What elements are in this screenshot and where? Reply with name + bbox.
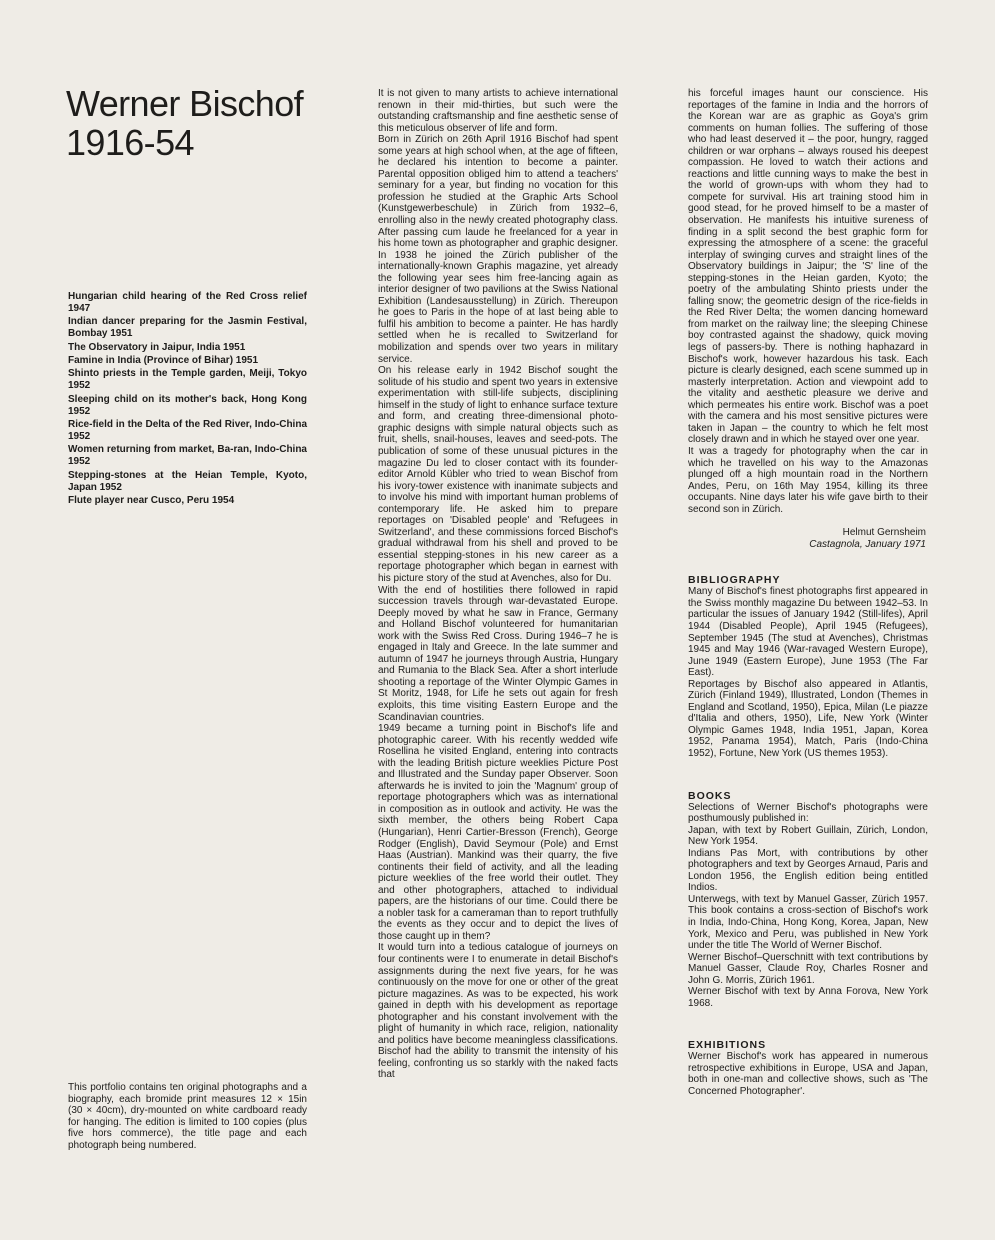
title-dates: 1916-54 bbox=[66, 122, 194, 163]
signature-place-date: Castagnola, January 1971 bbox=[809, 538, 926, 550]
right-column bbox=[688, 88, 928, 1098]
caption-item: Women returning from market, Ba-ran, Indo-China 1952 bbox=[68, 444, 307, 468]
books-paragraph: Werner Bischof–Querschnitt with text contributions by Manuel Gasser, Claude Roy, Charles Rosner and John G. Morris, Zürich 1961. bbox=[688, 951, 928, 986]
caption-item: Hungarian child hearing of the Red Cross relief 1947 bbox=[68, 291, 307, 314]
biography-paragraph: Born in Zürich on 26th April 1916 Bischof had spent some years at high school when, at the age of fifteen, he declared his intention to become a painter. Parental opposition obliged him to attend a teachers' seminary for a year, but finding no vocation for this profession he studied at the Graphic Arts School (Kunstgewerbeschule) in Zürich from 1932–6, enrolling also in the newly created photography class. After passing cum laude he freelanced for a year in his home town as photographer and graphic designer. In 1938 he joined the Zürich publisher of the internationally-known Graphis magazine, yet already the following year sees him free-lancing again as interior designer of two pavilions at the Swiss National Exhibition (Landesausstellung) in Zürich. Thereupon he goes to Paris in the hope of at last being able to fulfil his ambition to become a painter. He has hardly settled when he is recalled to Switzerland for mobilization and spends over two years in military service. bbox=[378, 134, 618, 365]
exhibitions-heading: EXHIBITIONS bbox=[688, 1039, 767, 1052]
caption-item: Indian dancer preparing for the Jasmin Festival, Bombay 1951 bbox=[68, 316, 307, 340]
books-paragraph: Japan, with text by Robert Guillain, Zürich, London, New York 1954. bbox=[688, 824, 928, 848]
bibliography-paragraph: Many of Bischof's finest photographs first appeared in the Swiss monthly magazine Du between 1942–53. In particular the issues of January 1942 (Still-lifes), April 1944 (Disabled People), April 1945 (Refugees), September 1945 (The stud at Avenches), Christmas 1945 and May 1946 (War-ravaged Western Europe), June 1949 (Eastern Europe), June 1953 (The Far East). bbox=[688, 586, 928, 679]
title-name: Werner Bischof bbox=[66, 83, 304, 124]
author-name: Helmut Gernsheim bbox=[842, 527, 926, 539]
author-signature bbox=[688, 527, 926, 550]
biography-paragraph: It was a tragedy for photography when the car in which he travelled on his way to the Amazonas plunged off a high mountain road in the Northern Andes, Peru, on 16th May 1954, killing its three occupants. Nine days later his wife gave birth to their second son in Zürich. bbox=[688, 445, 928, 515]
biography-column bbox=[378, 88, 618, 1081]
biography-paragraph: It is not given to many artists to achieve international renown in their mid-thirties, but such were the outstanding craftsmanship and fine aesthetic sense of this meticulous observer of life and form. bbox=[378, 88, 618, 134]
caption-item: Flute player near Cusco, Peru 1954 bbox=[68, 495, 235, 506]
biography-paragraph: On his release early in 1942 Bischof sought the solitude of his studio and spent two years in extensive experimentation with still-life subjects, disciplining himself in the study of light to enhance surface texture and form, and creating three-dimensional photo-graphic designs with simple natural objects such as fruit, shells, snail-houses, leaves and seed-pots. The publication of some of these unusual pictures in the magazine Du led to closer contact with its founder-editor Arnold Kübler who tried to wean Bischof from his ivory-tower existence with inanimate subjects and to involve his mind with important human problems of contemporary life. He asked him to prepare reportages on 'Disabled people' and 'Refugees in Switzerland', and these commissions forced Bischof's gradual withdrawal from his shell and proved to be essential stepping-stones in his new career as a reportage photographer which began in earnest with his picture story of the stud at Avenches, also for Du. bbox=[378, 365, 618, 584]
exhibitions-paragraph: Werner Bischof's work has appeared in numerous retrospective exhibitions in Europe, USA and Japan, both in one-man and collective shows, such as 'The Concerned Photographer'. bbox=[688, 1051, 928, 1098]
photo-captions-list bbox=[68, 291, 307, 508]
caption-item: Shinto priests in the Temple garden, Meiji, Tokyo 1952 bbox=[68, 368, 307, 392]
caption-item: Sleeping child on its mother's back, Hong Kong 1952 bbox=[68, 393, 307, 417]
biography-paragraph: his forceful images haunt our conscience. His reportages of the famine in India and the horrors of the Korean war are as graphic as Goya's grim comments on human follies. The suffering of those who had least deserved it – the poor, hungry, ragged children or war orphans – always roused his deepest compassion. He loved to watch their actions and reactions and little cunning ways to make the best in the world of grown-ups with whom they had to compete for survival. His art training stood him in good stead, for he proved himself to be a master of observation. He manifests his intuitive sureness of finding in a split second the best graphic form for expressing the atmosphere of a scene: the graceful interplay of swinging curves and straight lines of the Observatory buildings in Jaipur; the 'S' line of the stepping-stones in the Heian garden, Kyoto; the poetry of the ambulating Shinto priests under the falling snow; the geometric design of the rice-fields in the Red River Delta; the women dancing homeward from market on the railway line; the sleeping Chinese boy contrasted against the shadowy, quick moving legs of passers-by. There is nothing haphazard in Bischof's work, however hazardous his task. Each picture is clearly designed, each scene summed up in masterly interpretation. Action and viewpoint add to the vitality and aesthetic pleasure we derive and which permeates his entire work. Bischof was a poet with the camera and his most sensitive pictures were taken in Japan – the country to which he felt most closely drawn and in which he stayed over one year. bbox=[688, 88, 928, 446]
books-paragraph: Indians Pas Mort, with contributions by other photographers and text by Georges Arnaud, Paris and London 1956, the English edition being entitled Indios. bbox=[688, 847, 928, 894]
bibliography-paragraph: Reportages by Bischof also appeared in Atlantis, Zürich (Finland 1949), Illustrated, London (Themes in England and Scotland, 1950), Epica, Milan (Le piazze d'Italia and others, 1950), Life, New York (Winter Olympic Games 1948, India 1951, Japan, Korea 1952, Panama 1954), Match, Paris (Indo-China 1952), Fortune, New York (US themes 1953). bbox=[688, 678, 928, 759]
books-paragraph: Unterwegs, with text by Manuel Gasser, Zürich 1957. This book contains a cross-section of Bischof's work in India, Indo-China, Hong Kong, Korea, Japan, New York, Mexico and Peru, was published in New York under the title The World of Werner Bischof. bbox=[688, 893, 928, 952]
biography-paragraph: With the end of hostilities there followed in rapid succession travels through war-devastated Europe. Deeply moved by what he saw in France, Germany and Holland Bischof volunteered for humanitarian work with the Swiss Red Cross. During 1946–7 he is engaged in Italy and Greece. In the late summer and autumn of 1947 he journeys through Austria, Hungary and Rumania to the Black Sea. After a short interlude shooting a reportage of the Winter Olympic Games in St Moritz, 1948, for Life he sets out again for fresh exploits, this time visiting Eastern Europe and the Scandinavian countries. bbox=[378, 584, 618, 723]
caption-item: Famine in India (Province of Bihar) 1951 bbox=[68, 355, 259, 367]
biography-paragraph: 1949 became a turning point in Bischof's life and photographic career. With his recently wedded wife Rosellina he visited England, entering into contracts with the leading British picture weeklies Picture Post and Illustrated and the Sunday paper Observer. Soon afterwards he is invited to join the 'Magnum' group of reportage photographers which was as international in composition as in outlook and activity. He was the sixth member, the others being Robert Capa (Hungarian), Henri Cartier-Bresson (French), George Rodger (English), David Seymour (Pole) and Ernst Haas (Austrian). Mankind was their quarry, the five continents their field of activity, and all the leading picture weeklies of the free world their outlet. They and other photographers, attached to individual papers, are the historians of our time. Could there be a nobler task for a cameraman than to report truthfully the events as they occur and to depict the lives of those caught up in them? bbox=[378, 723, 618, 942]
bibliography-heading: BIBLIOGRAPHY bbox=[688, 574, 781, 587]
caption-item: The Observatory in Jaipur, India 1951 bbox=[68, 341, 246, 353]
biography-paragraph: It would turn into a tedious catalogue of journeys on four continents were I to enumerate in detail Bischof's assignments during the next five years, for he was continuously on the move for one or other of the great picture magazines. As was to be expected, his work gained in depth with his development as reportage photographer and his constant involvement with the plight of humanity in which race, religion, nationality and politics have become meaningless classifications. Bischof had the ability to transmit the intensity of his feeling, confronting us so starkly with the naked facts that bbox=[378, 942, 618, 1081]
books-paragraph: Selections of Werner Bischof's photographs were posthumously published in: bbox=[688, 801, 928, 825]
caption-item: Stepping-stones at the Heian Temple, Kyoto, Japan 1952 bbox=[68, 469, 307, 493]
portfolio-note: This portfolio contains ten original photographs and a biography, each bromide print measures 12 × 15in (30 × 40cm), dry-mounted on white cardboard ready for hanging. The edition is limited to 100 copies (plus five hors commerce), the title page and each photograph being numbered. bbox=[68, 1082, 307, 1151]
books-paragraph: Werner Bischof with text by Anna Forova, New York 1968. bbox=[688, 986, 928, 1009]
caption-item: Rice-field in the Delta of the Red River, Indo-China 1952 bbox=[68, 419, 307, 442]
page-title bbox=[66, 84, 303, 162]
books-heading: BOOKS bbox=[688, 789, 732, 802]
